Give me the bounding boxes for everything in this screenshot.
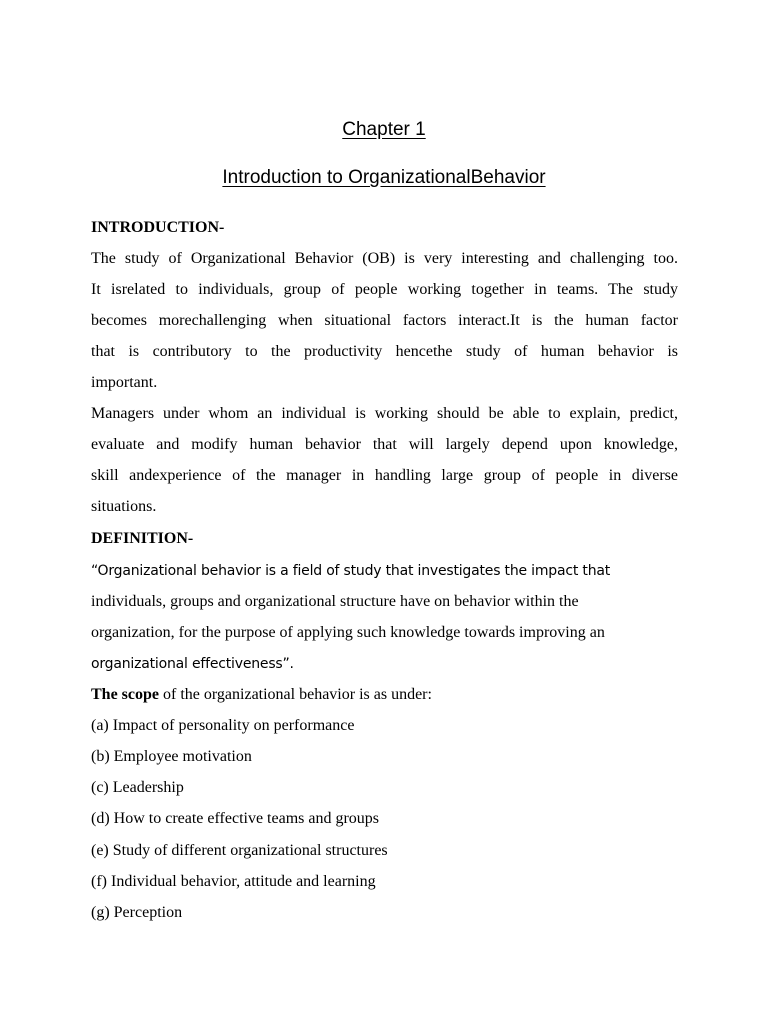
- scope-list-item: (d) How to create effective teams and groups: [91, 810, 380, 827]
- scope-intro-rest: of the organizational behavior is as under:: [159, 686, 432, 703]
- definition-quote-line: “Organizational behavior is a field of study that investigates the impact that: [91, 563, 611, 579]
- scope-intro-bold: The scope: [91, 686, 159, 703]
- paragraph-line: Managers under whom an individual is working should be able to explain, predict,: [91, 405, 678, 422]
- scope-list-item: (g) Perception: [91, 904, 183, 921]
- paragraph-line: The study of Organizational Behavior (OB) is very interesting and challenging too.: [91, 250, 678, 267]
- scope-list-item: (b) Employee motivation: [91, 748, 252, 765]
- paragraph-line: that is contributory to the productivity hencethe study of human behavior is: [91, 343, 678, 360]
- introduction-heading: INTRODUCTION-: [91, 219, 225, 236]
- paragraph-line: It isrelated to individuals, group of people working together in teams. The study: [91, 281, 678, 298]
- definition-quote-line: organization, for the purpose of applying such knowledge towards improving an: [91, 624, 605, 641]
- definition-quote-line: organizational effectiveness”.: [91, 656, 294, 672]
- paragraph-line: becomes morechallenging when situational factors interact.It is the human factor: [91, 312, 678, 329]
- chapter-title: Chapter 1: [342, 119, 426, 140]
- scope-list-item: (f) Individual behavior, attitude and learning: [91, 873, 376, 890]
- scope-list-item: (e) Study of different organizational structures: [91, 842, 388, 859]
- paragraph-line: important.: [91, 374, 158, 391]
- definition-heading: DEFINITION-: [91, 530, 194, 547]
- scope-list-item: (a) Impact of personality on performance: [91, 717, 355, 734]
- scope-list-item: (c) Leadership: [91, 779, 184, 796]
- scope-intro: [91, 685, 432, 705]
- paragraph-line: evaluate and modify human behavior that will largely depend upon knowledge,: [91, 436, 678, 453]
- paragraph-line: situations.: [91, 498, 157, 515]
- definition-quote-line: individuals, groups and organizational structure have on behavior within the: [91, 593, 579, 610]
- paragraph-line: skill andexperience of the manager in handling large group of people in diverse: [91, 467, 678, 484]
- chapter-subtitle: Introduction to OrganizationalBehavior: [222, 167, 546, 188]
